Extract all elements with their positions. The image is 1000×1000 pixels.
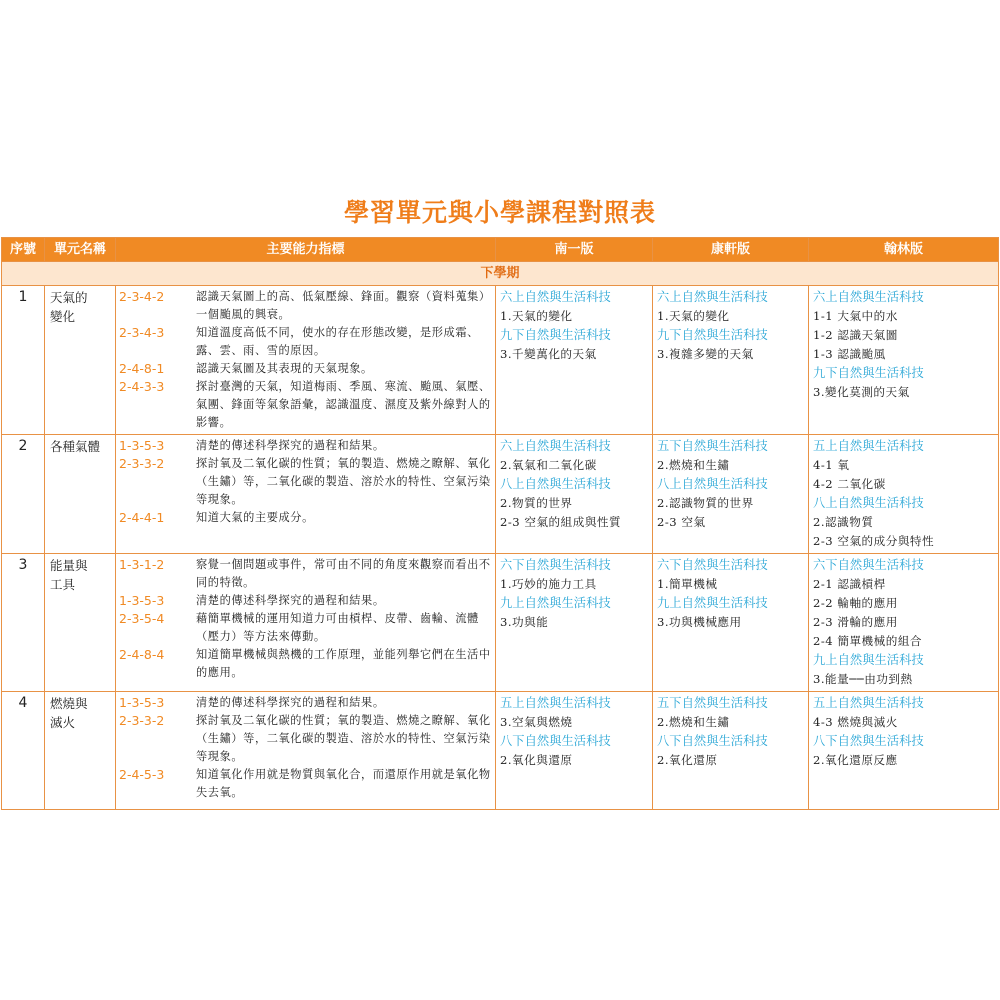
row-hanlin <box>809 286 999 435</box>
ability-code: 1-3-1-2 <box>119 557 165 572</box>
grade-label: 八上自然與生活科技 <box>813 496 924 510</box>
ability-code: 2-3-4-2 <box>119 289 165 304</box>
ability-item <box>119 610 491 646</box>
lesson-item: 2-4 簡單機械的組合 <box>813 634 923 648</box>
row-hanlin <box>809 554 999 692</box>
row-seq: 4 <box>2 692 45 810</box>
lesson-item: 2.認識物質的世界 <box>657 496 754 510</box>
row-abilities <box>116 286 496 435</box>
header-hanlin: 翰林版 <box>809 238 999 262</box>
unit-name-line: 燃燒與 <box>50 696 88 711</box>
lesson-item: 2.燃燒和生鏽 <box>657 715 730 729</box>
ability-text: 認識天氣圖及其表現的天氣現象。 <box>196 362 373 375</box>
header-seq: 序號 <box>2 238 45 262</box>
lesson-item: 4-3 燃燒與滅火 <box>813 715 898 729</box>
grade-label: 五上自然與生活科技 <box>813 696 924 710</box>
row-abilities <box>116 554 496 692</box>
ability-text: 清楚的傳述科學探究的過程和結果。 <box>196 439 385 452</box>
ability-item <box>119 288 491 324</box>
ability-item <box>119 509 491 527</box>
ability-code: 2-4-5-3 <box>119 767 165 782</box>
grade-label: 九上自然與生活科技 <box>657 596 768 610</box>
grade-label: 五下自然與生活科技 <box>657 439 768 453</box>
unit-name-line: 滅火 <box>50 715 76 730</box>
grade-label: 九上自然與生活科技 <box>500 596 611 610</box>
grade-label: 九下自然與生活科技 <box>813 366 924 380</box>
lesson-item: 3.空氣與燃燒 <box>500 715 573 729</box>
header-ability: 主要能力指標 <box>116 238 496 262</box>
grade-label: 六上自然與生活科技 <box>500 290 611 304</box>
grade-label: 六上自然與生活科技 <box>657 290 768 304</box>
ability-text: 察覺一個問題或事件，常可由不同的角度來觀察而看出不同的特徵。 <box>196 558 491 589</box>
header-row <box>2 238 999 262</box>
ability-item <box>119 556 491 592</box>
row-nanyi <box>496 286 653 435</box>
ability-item <box>119 712 491 766</box>
ability-item <box>119 694 491 712</box>
lesson-item: 4-2 二氧化碳 <box>813 477 886 491</box>
lesson-item: 2.氧化與還原 <box>500 753 573 767</box>
ability-code: 2-3-3-2 <box>119 456 165 471</box>
ability-text: 知道簡單機械與熱機的工作原理，並能列舉它們在生活中的應用。 <box>196 648 491 679</box>
lesson-item: 1.天氣的變化 <box>657 309 730 323</box>
ability-code: 1-3-5-3 <box>119 695 165 710</box>
grade-label: 九下自然與生活科技 <box>657 328 768 342</box>
grade-label: 五上自然與生活科技 <box>500 696 611 710</box>
ability-code: 2-3-4-3 <box>119 325 165 340</box>
grade-label: 六上自然與生活科技 <box>500 439 611 453</box>
grade-label: 九下自然與生活科技 <box>500 328 611 342</box>
grade-label: 九上自然與生活科技 <box>813 653 924 667</box>
lesson-item: 3.變化莫測的天氣 <box>813 385 910 399</box>
unit-name-line: 工具 <box>50 577 76 592</box>
row-kangxuan <box>653 554 809 692</box>
ability-text: 認識天氣圖上的高、低氣壓線、鋒面。觀察（資料蒐集）一個颱風的興衰。 <box>196 290 491 321</box>
page-title: 學習單元與小學課程對照表 <box>343 198 656 227</box>
lesson-item: 1-1 大氣中的水 <box>813 309 898 323</box>
ability-text: 探討氧及二氧化碳的性質；氧的製造、燃燒之瞭解、氧化（生鏽）等，二氧化碳的製造、溶於水的特性、空氣污染等現象。 <box>196 457 491 506</box>
row-nanyi <box>496 435 653 554</box>
lesson-item: 2.認識物質 <box>813 515 874 529</box>
lesson-item: 2.氧化還原 <box>657 753 718 767</box>
ability-item <box>119 592 491 610</box>
lesson-item: 2.氧化還原反應 <box>813 753 898 767</box>
ability-text: 清楚的傳述科學探究的過程和結果。 <box>196 696 385 709</box>
lesson-item: 2-3 滑輪的應用 <box>813 615 898 629</box>
lesson-item: 2-3 空氣的組成與性質 <box>500 515 622 529</box>
ability-code: 1-3-5-3 <box>119 593 165 608</box>
lesson-item: 1.巧妙的施力工具 <box>500 577 597 591</box>
ability-code: 2-3-3-2 <box>119 713 165 728</box>
lesson-item: 1.簡單機械 <box>657 577 718 591</box>
row-hanlin <box>809 435 999 554</box>
grade-label: 八上自然與生活科技 <box>500 477 611 491</box>
lesson-item: 4-1 氧 <box>813 458 850 472</box>
ability-item <box>119 324 491 360</box>
ability-item <box>119 378 491 432</box>
row-seq: 1 <box>2 286 45 435</box>
unit-name-line: 天氣的 <box>50 290 88 305</box>
ability-code: 2-3-5-4 <box>119 611 165 626</box>
header-nanyi: 南一版 <box>496 238 653 262</box>
row-hanlin <box>809 692 999 810</box>
grade-label: 六下自然與生活科技 <box>500 558 611 572</box>
grade-label: 八下自然與生活科技 <box>500 734 611 748</box>
unit-name-line: 變化 <box>50 309 76 324</box>
ability-item <box>119 646 491 682</box>
row-kangxuan <box>653 286 809 435</box>
lesson-item: 1.天氣的變化 <box>500 309 573 323</box>
ability-item <box>119 437 491 455</box>
ability-code: 2-4-4-1 <box>119 510 165 525</box>
ability-text: 知道溫度高低不同，使水的存在形態改變，是形成霜、露、雲、雨、雪的原因。 <box>196 326 479 357</box>
lesson-item: 2-1 認識槓桿 <box>813 577 886 591</box>
lesson-item: 3.功與機械應用 <box>657 615 742 629</box>
grade-label: 五下自然與生活科技 <box>657 696 768 710</box>
lesson-item: 3.複雜多變的天氣 <box>657 347 754 361</box>
row-kangxuan <box>653 435 809 554</box>
row-abilities <box>116 435 496 554</box>
table-row <box>2 286 999 435</box>
unit-name-line: 能量與 <box>50 558 88 573</box>
ability-text: 藉簡單機械的運用知道力可由槓桿、皮帶、齒輪、流體（壓力）等方法來傳動。 <box>196 612 479 643</box>
grade-label: 六下自然與生活科技 <box>657 558 768 572</box>
row-unit-name <box>45 554 116 692</box>
ability-text: 清楚的傳述科學探究的過程和結果。 <box>196 594 385 607</box>
lesson-item: 1-2 認識天氣圖 <box>813 328 898 342</box>
unit-name-line: 各種氣體 <box>50 439 101 454</box>
lesson-item: 2.物質的世界 <box>500 496 573 510</box>
row-nanyi <box>496 554 653 692</box>
semester-row <box>2 262 999 286</box>
ability-item <box>119 766 491 802</box>
curriculum-table <box>1 237 999 810</box>
lesson-item: 3.能量──由功到熱 <box>813 672 913 686</box>
header-unit: 單元名稱 <box>45 238 116 262</box>
ability-text: 知道大氣的主要成分。 <box>196 511 314 524</box>
ability-code: 2-4-3-3 <box>119 379 165 394</box>
row-abilities <box>116 692 496 810</box>
ability-code: 2-4-8-4 <box>119 647 165 662</box>
ability-item <box>119 455 491 509</box>
ability-item <box>119 360 491 378</box>
lesson-item: 3.千變萬化的天氣 <box>500 347 597 361</box>
header-kangxuan: 康軒版 <box>653 238 809 262</box>
ability-code: 2-4-8-1 <box>119 361 165 376</box>
row-seq: 3 <box>2 554 45 692</box>
lesson-item: 2-3 空氣 <box>657 515 706 529</box>
lesson-item: 2.氧氣和二氧化碳 <box>500 458 597 472</box>
row-unit-name <box>45 692 116 810</box>
semester-label: 下學期 <box>2 262 999 286</box>
lesson-item: 1-3 認識颱風 <box>813 347 886 361</box>
lesson-item: 2-3 空氣的成分與特性 <box>813 534 935 548</box>
row-unit-name <box>45 286 116 435</box>
grade-label: 六下自然與生活科技 <box>813 558 924 572</box>
lesson-item: 3.功與能 <box>500 615 549 629</box>
row-nanyi <box>496 692 653 810</box>
table-row <box>2 692 999 810</box>
ability-text: 探討氧及二氧化碳的性質；氧的製造、燃燒之瞭解、氧化（生鏽）等，二氧化碳的製造、溶於水的特性、空氣污染等現象。 <box>196 714 491 763</box>
row-kangxuan <box>653 692 809 810</box>
table-row <box>2 435 999 554</box>
grade-label: 五上自然與生活科技 <box>813 439 924 453</box>
grade-label: 八下自然與生活科技 <box>813 734 924 748</box>
ability-text: 探討臺灣的天氣，知道梅雨、季風、寒流、颱風、氣壓、氣團、鋒面等氣象語彙，認識溫度、濕度及紫外線對人的影響。 <box>196 380 491 429</box>
lesson-item: 2.燃燒和生鏽 <box>657 458 730 472</box>
grade-label: 八上自然與生活科技 <box>657 477 768 491</box>
grade-label: 八下自然與生活科技 <box>657 734 768 748</box>
row-seq: 2 <box>2 435 45 554</box>
lesson-item: 2-2 輪軸的應用 <box>813 596 898 610</box>
grade-label: 六上自然與生活科技 <box>813 290 924 304</box>
ability-code: 1-3-5-3 <box>119 438 165 453</box>
table-row <box>2 554 999 692</box>
row-unit-name <box>45 435 116 554</box>
ability-text: 知道氧化作用就是物質與氧化合，而還原作用就是氧化物失去氧。 <box>196 768 491 799</box>
